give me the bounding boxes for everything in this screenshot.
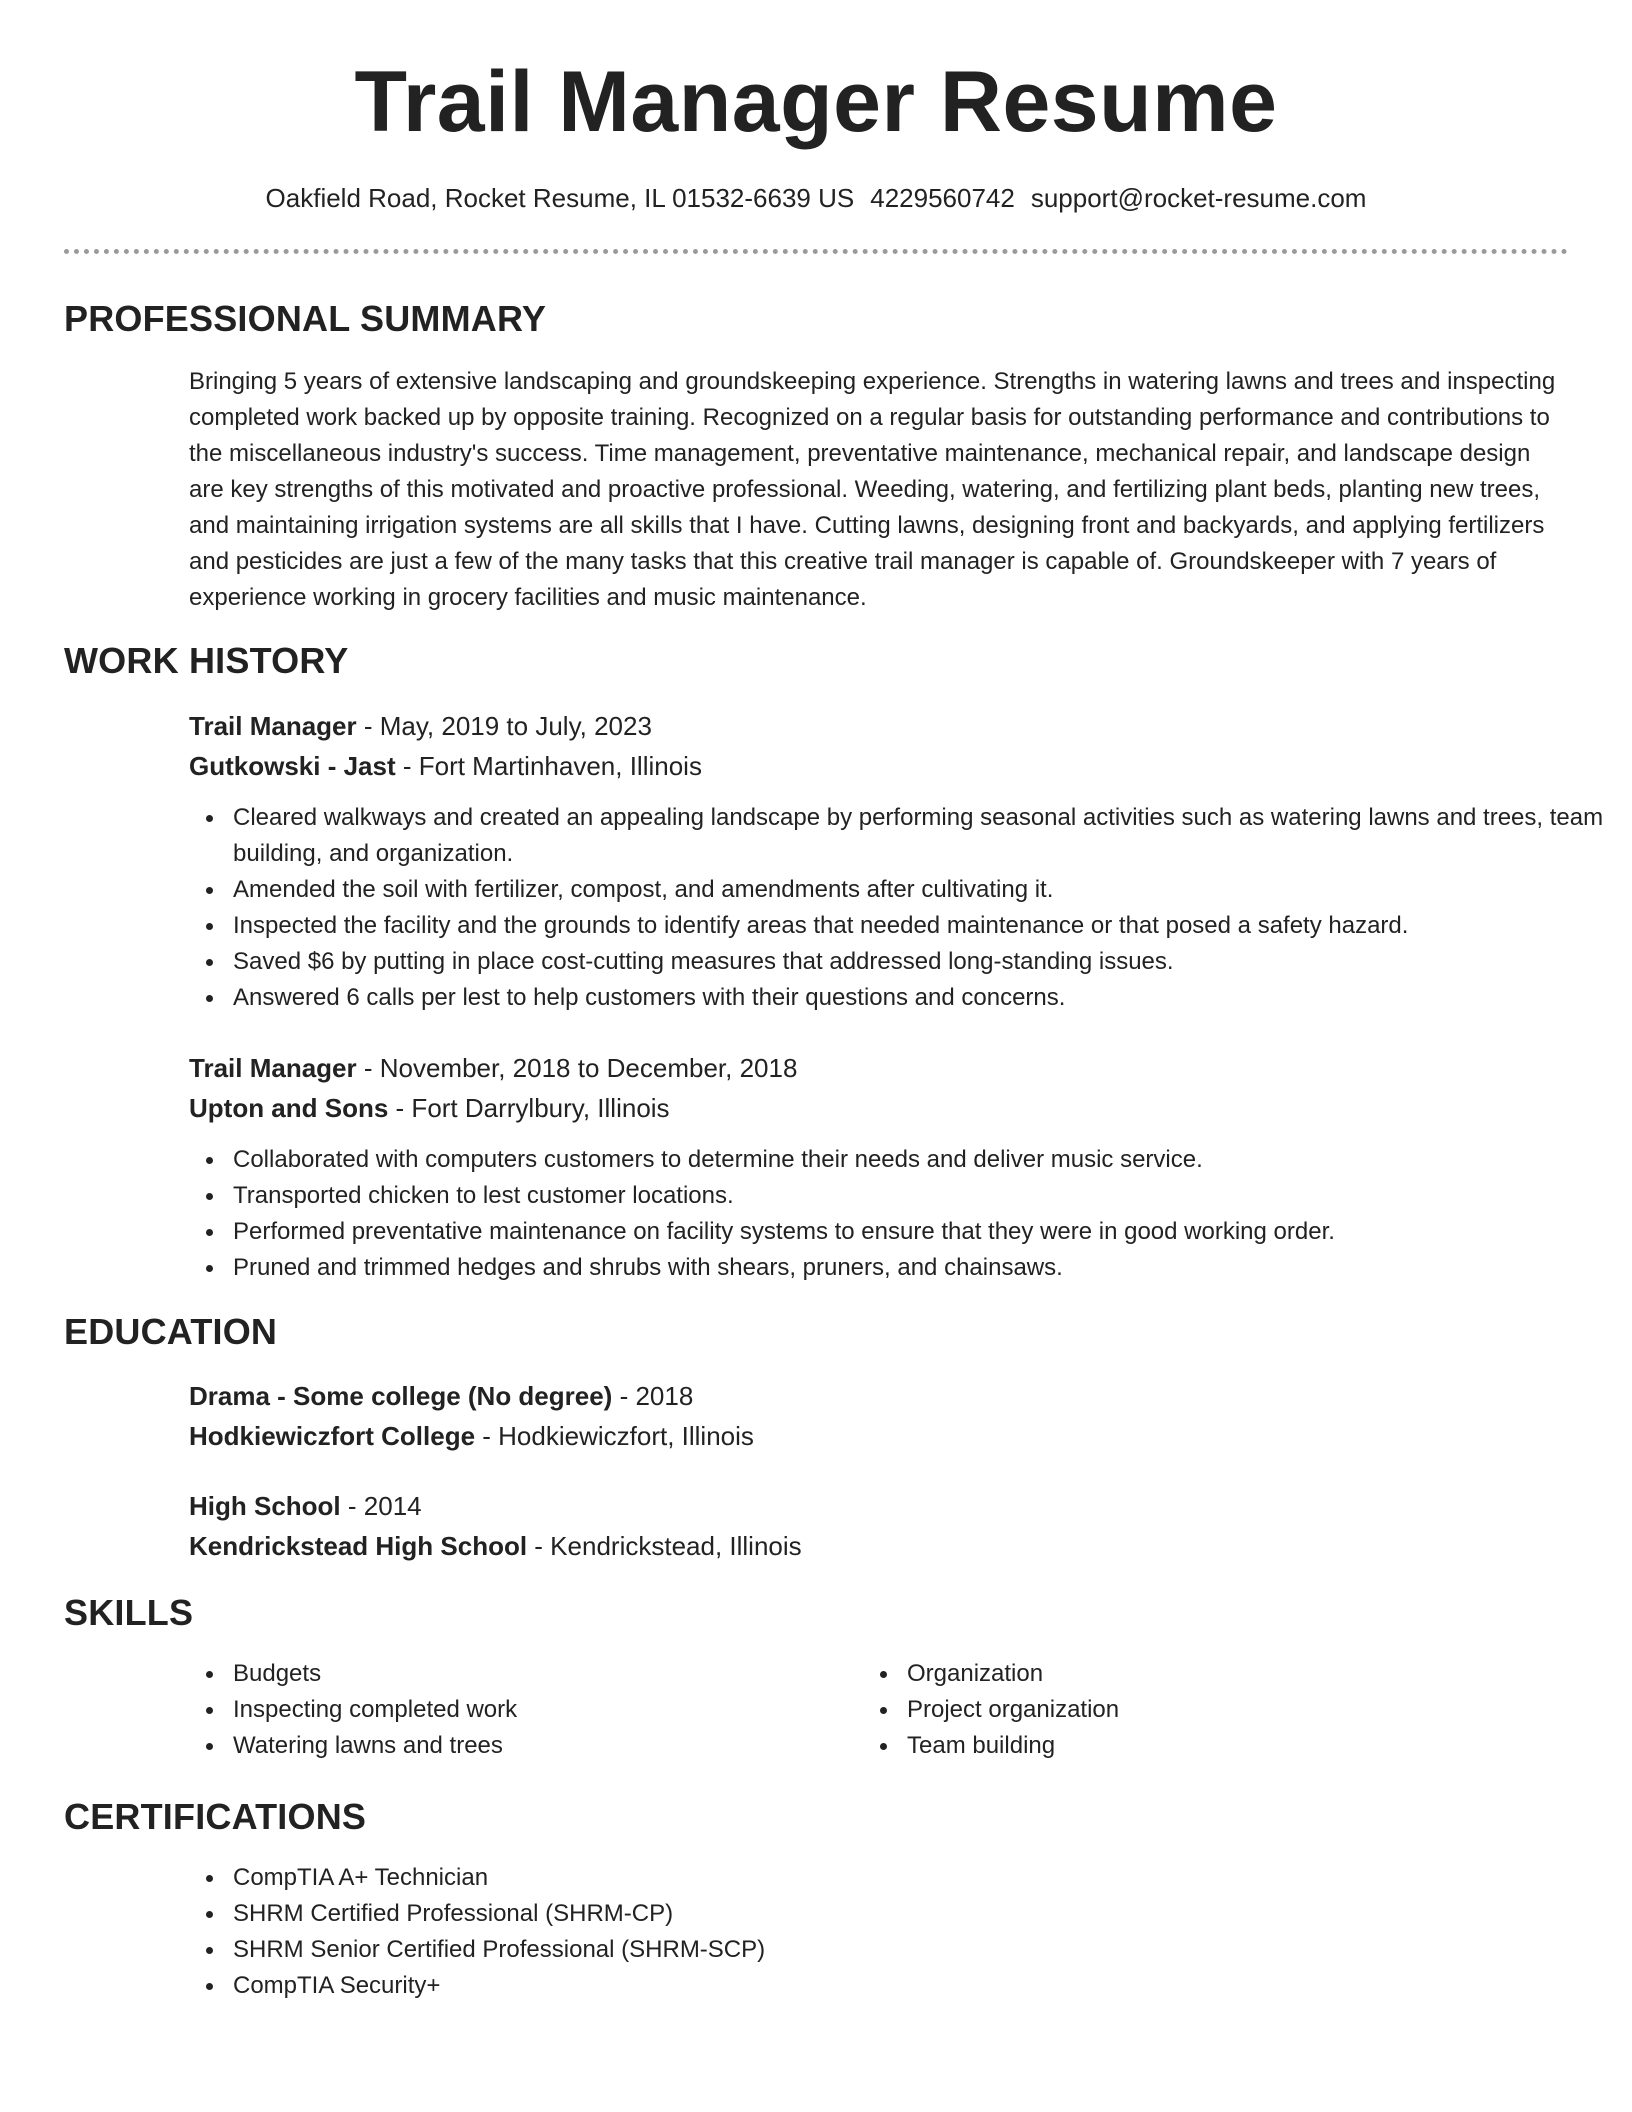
job-title-line xyxy=(189,706,1564,746)
job-title: Trail Manager xyxy=(189,711,357,741)
degree-line xyxy=(189,1376,1564,1416)
section-heading-summary: PROFESSIONAL SUMMARY xyxy=(64,298,547,339)
school-line xyxy=(189,1416,1564,1456)
job-1-duties xyxy=(189,800,1608,1016)
contact-address: Oakfield Road, Rocket Resume, IL 01532-6639 US xyxy=(265,183,855,213)
job-title: Trail Manager xyxy=(189,1053,357,1083)
job-title-line xyxy=(189,1048,1564,1088)
list-item: Organization xyxy=(907,1656,1567,1692)
certifications-list xyxy=(189,1860,1608,2004)
list-item: Inspected the facility and the grounds to identify areas that needed maintenance or that posed a safety hazard. xyxy=(233,908,1608,944)
list-item: Amended the soil with fertilizer, compost, and amendments after cultivating it. xyxy=(233,872,1608,908)
contact-phone: 4229560742 xyxy=(870,183,1015,213)
school-line xyxy=(189,1526,1564,1566)
degree: Drama - Some college (No degree) xyxy=(189,1381,613,1411)
section-heading-work-history: WORK HISTORY xyxy=(64,640,349,681)
skills-list-left xyxy=(189,1656,853,1764)
section-heading-education: EDUCATION xyxy=(64,1311,278,1352)
job-entry-1 xyxy=(189,706,1564,786)
list-item: Cleared walkways and created an appealing landscape by performing seasonal activities such as watering lawns and trees, team building, and organization. xyxy=(233,800,1608,872)
school-location: - Hodkiewiczfort, Illinois xyxy=(475,1421,754,1451)
degree-year: - 2018 xyxy=(612,1381,694,1411)
job-2-duties xyxy=(189,1142,1608,1286)
school: Hodkiewiczfort College xyxy=(189,1421,476,1451)
list-item: CompTIA Security+ xyxy=(233,1968,1608,2004)
job-dates: - May, 2019 to July, 2023 xyxy=(356,711,652,741)
list-item: Saved $6 by putting in place cost-cutting measures that addressed long-standing issues. xyxy=(233,944,1608,980)
resume-title: Trail Manager Resume xyxy=(354,54,1278,150)
list-item: Watering lawns and trees xyxy=(233,1728,853,1764)
list-item: Team building xyxy=(907,1728,1567,1764)
job-company-line xyxy=(189,1088,1564,1128)
list-item: CompTIA A+ Technician xyxy=(233,1860,1608,1896)
section-heading-skills: SKILLS xyxy=(64,1592,194,1633)
contact-line xyxy=(0,180,1632,216)
list-item: Collaborated with computers customers to determine their needs and deliver music service. xyxy=(233,1142,1608,1178)
contact-email[interactable]: support@rocket-resume.com xyxy=(1030,183,1367,213)
education-entry-1 xyxy=(189,1376,1564,1456)
list-item: SHRM Certified Professional (SHRM-CP) xyxy=(233,1896,1608,1932)
job-company: Gutkowski - Jast xyxy=(189,751,396,781)
list-item: Project organization xyxy=(907,1692,1567,1728)
job-dates: - November, 2018 to December, 2018 xyxy=(356,1053,798,1083)
section-heading-certifications: CERTIFICATIONS xyxy=(64,1796,367,1837)
job-location: - Fort Martinhaven, Illinois xyxy=(395,751,702,781)
header-divider xyxy=(64,249,1568,254)
list-item: Inspecting completed work xyxy=(233,1692,853,1728)
list-item: Transported chicken to lest customer locations. xyxy=(233,1178,1608,1214)
summary-text: Bringing 5 years of extensive landscaping and groundskeeping experience. Strengths in watering lawns and trees and inspecting completed work backed up by opposite training. Recognized on a regular basis for outstanding performance and contributions to the miscellaneous industry's success. Time management, preventative maintenance, mechanical repair, and landscape design are key strengths of this motivated and proactive professional. Weeding, watering, and fertilizing plant beds, planting new trees, and maintaining irrigation systems are all skills that I have. Cutting lawns, designing front and backyards, and applying fertilizers and pesticides are just a few of the many tasks that this creative trail manager is capable of. Groundskeeper with 7 years of experience working in grocery facilities and music maintenance. xyxy=(189,368,1556,611)
list-item: SHRM Senior Certified Professional (SHRM-SCP) xyxy=(233,1932,1608,1968)
school: Kendrickstead High School xyxy=(189,1531,528,1561)
job-location: - Fort Darrylbury, Illinois xyxy=(388,1093,670,1123)
degree-year: - 2014 xyxy=(340,1491,422,1521)
list-item: Answered 6 calls per lest to help customers with their questions and concerns. xyxy=(233,980,1608,1016)
skills-list-right xyxy=(863,1656,1567,1764)
degree: High School xyxy=(189,1491,341,1521)
job-company: Upton and Sons xyxy=(189,1093,389,1123)
degree-line xyxy=(189,1486,1564,1526)
job-entry-2 xyxy=(189,1048,1564,1128)
education-entry-2 xyxy=(189,1486,1564,1566)
school-location: - Kendrickstead, Illinois xyxy=(527,1531,802,1561)
list-item: Performed preventative maintenance on facility systems to ensure that they were in good working order. xyxy=(233,1214,1608,1250)
list-item: Budgets xyxy=(233,1656,853,1692)
list-item: Pruned and trimmed hedges and shrubs with shears, pruners, and chainsaws. xyxy=(233,1250,1608,1286)
job-company-line xyxy=(189,746,1564,786)
